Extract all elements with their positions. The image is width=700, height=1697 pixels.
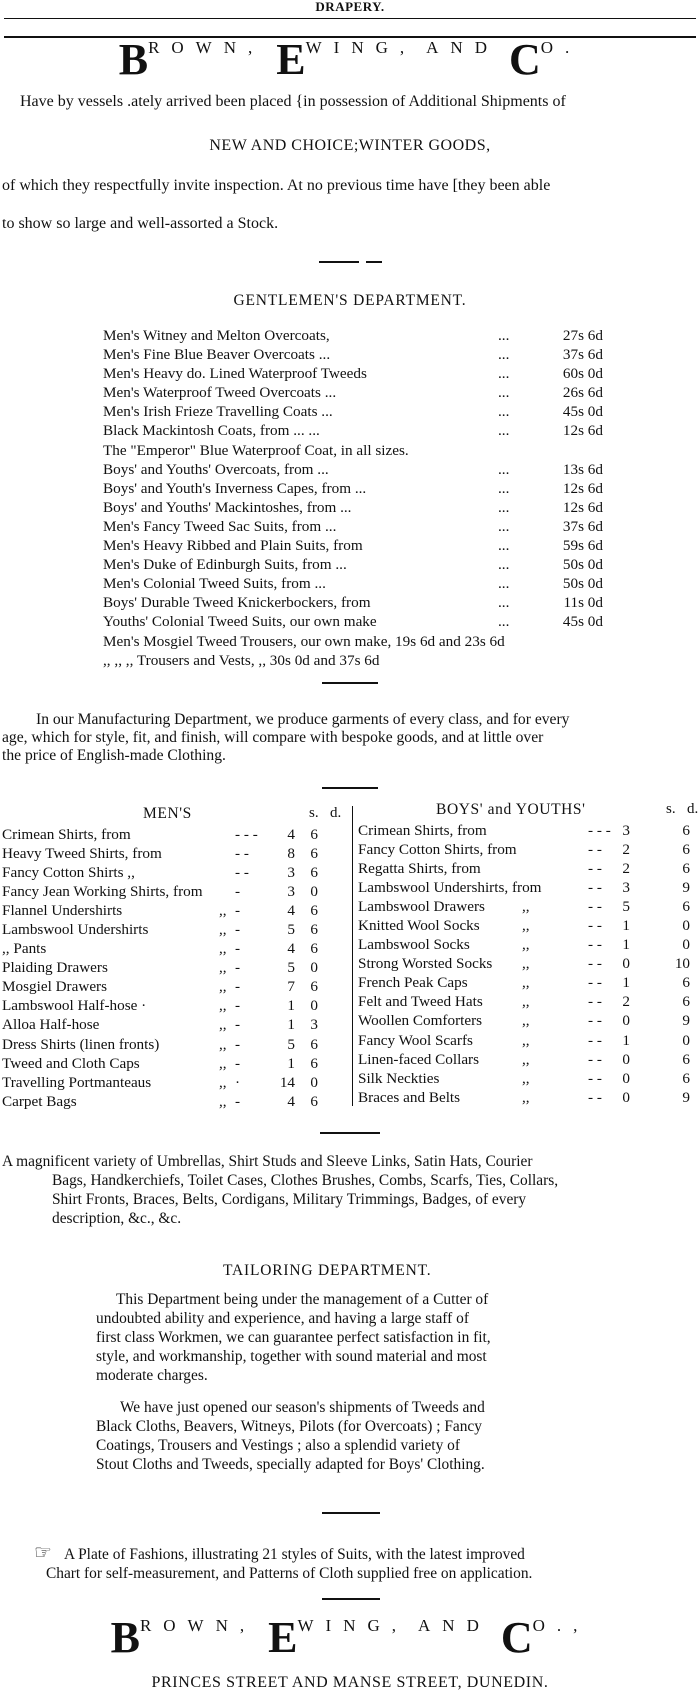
item-name: Linen-faced Collars [358, 1050, 480, 1068]
leader-dots: - - [588, 936, 602, 954]
item-name: Fancy Cotton Shirts, from [358, 841, 517, 859]
item-name: Lambswool Drawers [358, 898, 485, 916]
ditto-mark: ,, [522, 955, 530, 973]
price-pence: 6 [310, 940, 318, 958]
item-name: Tweed and Cloth Caps [2, 1054, 140, 1072]
tailoring-line: style, and workmanship, together with sound material and most [96, 1348, 487, 1365]
price-pence: 6 [682, 993, 690, 1011]
ditto-mark: ,, [219, 1092, 227, 1110]
item-name: Alloa Half-hose [2, 1016, 100, 1034]
table-row [2, 958, 347, 977]
item-name: Lambswool Undershirts [2, 921, 149, 939]
price-shillings: 1 [622, 917, 630, 935]
item-name: Boys' and Youths' Mackintoshes, from ... [103, 498, 352, 516]
price-pence: 6 [310, 864, 318, 882]
leader-dots: - [235, 978, 241, 996]
leader-dots: - - [588, 974, 602, 992]
leader-dots: - [235, 1092, 241, 1110]
table-row [358, 1088, 700, 1107]
leader-dots: - [235, 921, 241, 939]
price-shillings: 3 [287, 864, 295, 882]
price-shillings: 1 [287, 997, 295, 1015]
ditto-mark: ,, [219, 959, 227, 977]
item-name: Strong Worsted Socks [358, 955, 493, 973]
price-shillings: 0 [622, 1088, 630, 1106]
item-name: Lambswool Socks [358, 936, 470, 954]
price-shillings: 4 [287, 940, 295, 958]
item-price: 37s 6d [562, 346, 603, 364]
price-shillings: 2 [622, 860, 630, 878]
table-row [358, 935, 700, 954]
price-pence: 0 [682, 936, 690, 954]
leader-dots: ... [498, 327, 510, 344]
price-pence: 6 [310, 826, 318, 843]
price-row [103, 345, 603, 364]
leader-dots: - - [588, 898, 602, 916]
leader-dots: ... [498, 498, 510, 516]
item-name: Men's Heavy do. Lined Waterproof Tweeds [103, 365, 367, 383]
item-name: The "Emperor" Blue Waterproof Coat, in all sizes. [103, 441, 409, 459]
ditto-mark: ,, [219, 1073, 227, 1091]
table-row [358, 1011, 700, 1030]
ditto-mark: ,, [522, 1031, 530, 1049]
leader-dots: - - [588, 993, 602, 1011]
price-pence: 6 [310, 1054, 318, 1072]
table-row [2, 1073, 347, 1092]
price-pence: 6 [310, 902, 318, 920]
tailoring-line: Coatings, Trousers and Vestings ; also a splendid variety of [96, 1437, 460, 1454]
price-pence: 0 [310, 997, 318, 1015]
item-price: 50s 0d [562, 575, 603, 593]
price-pence: 10 [674, 955, 690, 973]
item-price: 45s 0d [562, 403, 603, 421]
price-shillings: 5 [287, 921, 295, 939]
price-shillings: 2 [622, 841, 630, 859]
intro-line-2: NEW AND CHOICE;WINTER GOODS, [209, 137, 491, 154]
item-price: 45s 0d [562, 613, 603, 631]
leader-dots: - [235, 1035, 241, 1053]
mens-s-head: s. [309, 805, 319, 821]
price-pence: 6 [682, 974, 690, 992]
price-row [103, 364, 603, 383]
item-name: Fancy Jean Working Shirts, from [2, 883, 203, 901]
item-name: Men's Colonial Tweed Suits, from ... [103, 575, 326, 593]
price-pence: 6 [682, 822, 690, 839]
table-row [2, 882, 347, 901]
tailoring-line: We have just opened our season's shipments of Tweeds and [120, 1399, 485, 1416]
item-name: Regatta Shirts, from [358, 860, 481, 878]
price-row [103, 460, 603, 479]
price-row [103, 383, 603, 402]
item-name: Lambswool Undershirts, from [358, 879, 542, 897]
leader-dots: ... [498, 575, 510, 593]
price-shillings: 4 [287, 902, 295, 920]
leader-dots: - [235, 1054, 241, 1072]
item-name: Men's Waterproof Tweed Overcoats ... [103, 384, 337, 402]
price-pence: 6 [310, 1092, 318, 1110]
leader-dots: - [235, 997, 241, 1015]
leader-dots: - [235, 902, 241, 920]
leader-dots: - - [588, 917, 602, 935]
leader-dots: - - [588, 841, 602, 859]
price-pence: 6 [682, 841, 690, 859]
item-price: 12s 6d [562, 422, 603, 440]
tailoring-title: TAILORING DEPARTMENT. [223, 1262, 432, 1279]
gentlemen-price-list [103, 326, 603, 670]
price-shillings: 0 [622, 1050, 630, 1068]
price-pence: 9 [682, 879, 690, 897]
variety-line-2: Bags, Handkerchiefs, Toilet Cases, Clothes Brushes, Combs, Scarfs, Ties, Collars, [52, 1172, 559, 1189]
column-divider [352, 806, 353, 1106]
item-price: 12s 6d [562, 498, 603, 516]
tailoring-line: moderate charges. [96, 1367, 208, 1384]
short-rule-1b [366, 261, 382, 263]
manufacturing-line-2: age, which for style, fit, and finish, will compare with bespoke goods, and at little over [2, 729, 544, 746]
boys-price-table [358, 821, 700, 1107]
firm-name-top: BROWN, EWING, AND CO. [118, 35, 582, 84]
rule-6 [322, 1598, 380, 1600]
price-pence: 0 [310, 959, 318, 977]
leader-dots: ... [498, 556, 510, 574]
ditto-mark: ,, [522, 1088, 530, 1106]
price-row [103, 421, 603, 440]
ditto-mark: ,, [219, 1016, 227, 1034]
item-name: Mosgiel Drawers [2, 978, 108, 996]
item-price: 60s 0d [562, 365, 603, 383]
leader-dots: - [235, 959, 241, 977]
leader-dots: - - [588, 1088, 602, 1106]
price-pence: 6 [682, 898, 690, 916]
price-shillings: 1 [622, 1031, 630, 1049]
boys-s-head: s. [666, 801, 676, 817]
table-row [2, 996, 347, 1015]
item-name: Boys' and Youth's Inverness Capes, from ... [103, 479, 367, 497]
price-shillings: 3 [622, 822, 630, 839]
ditto-mark: ,, [219, 940, 227, 958]
leader-dots: - - - [235, 826, 258, 843]
price-pence: 0 [310, 1073, 318, 1091]
mens-d-head: d. [330, 805, 342, 821]
table-row [358, 840, 700, 859]
leader-dots: ... [498, 479, 510, 497]
boys-d-head: d. [687, 801, 699, 817]
price-shillings: 2 [622, 993, 630, 1011]
price-shillings: 1 [287, 1016, 295, 1034]
price-shillings: 1 [622, 974, 630, 992]
price-shillings: 1 [287, 1054, 295, 1072]
table-row [2, 863, 347, 882]
item-price: 27s 6d [562, 327, 603, 344]
price-shillings: 3 [622, 879, 630, 897]
ditto-mark: ,, [522, 1069, 530, 1087]
price-pence: 9 [682, 1012, 690, 1030]
price-pence: 0 [682, 1031, 690, 1049]
price-row [103, 517, 603, 536]
item-name: Black Mackintosh Coats, from ... ... [103, 422, 320, 440]
variety-line-4: description, &c., &c. [52, 1210, 182, 1227]
manufacturing-line-3: the price of English-made Clothing. [2, 747, 226, 764]
rule-3 [322, 787, 378, 789]
price-pence: 6 [310, 845, 318, 863]
gentlemen-title: GENTLEMEN'S DEPARTMENT. [233, 292, 467, 309]
price-shillings: 4 [287, 1092, 295, 1110]
table-row [2, 901, 347, 920]
table-row [358, 992, 700, 1011]
leader-dots: ... [498, 613, 510, 631]
tailoring-line: Stout Cloths and Tweeds, specially adapted for Boys' Clothing. [96, 1456, 485, 1473]
table-row [358, 916, 700, 935]
price-pence: 6 [682, 1050, 690, 1068]
table-row [2, 1054, 347, 1073]
item-price: 11s 0d [563, 594, 603, 612]
variety-line-3: Shirt Fronts, Braces, Belts, Cordigans, Military Trimmings, Badges, of every [52, 1191, 527, 1208]
ditto-mark: ,, [219, 1035, 227, 1053]
price-pence: 6 [310, 921, 318, 939]
ditto-mark: ,, [522, 936, 530, 954]
section-heading: DRAPERY. [315, 0, 385, 14]
price-shillings: 4 [287, 826, 295, 843]
tailoring-line: This Department being under the management of a Cutter of [116, 1291, 489, 1308]
price-row [103, 632, 603, 651]
intro-line-1: Have by vessels .ately arrived been placed {in possession of Additional Shipments of [20, 93, 566, 110]
intro-line-3: of which they respectfully invite inspection. At no previous time have [they been able [2, 177, 551, 194]
leader-dots: ... [498, 460, 510, 478]
rule-4 [320, 1132, 380, 1134]
item-name: Men's Mosgiel Tweed Trousers, our own make, 19s 6d and 23s 6d [103, 632, 505, 650]
firm-name-bottom: BROWN, EWING, AND CO., [110, 1613, 590, 1662]
price-pence: 6 [310, 1035, 318, 1053]
item-name: Knitted Wool Socks [358, 917, 480, 935]
variety-line-1: A magnificent variety of Umbrellas, Shirt Studs and Sleeve Links, Satin Hats, Courier [2, 1153, 533, 1170]
table-row [358, 954, 700, 973]
ditto-mark: ,, [522, 917, 530, 935]
leader-dots: · [235, 1073, 241, 1091]
table-row [2, 844, 347, 863]
item-price: 59s 6d [562, 537, 603, 555]
leader-dots: - - [588, 1012, 602, 1030]
item-name: ,, Pants [2, 940, 47, 958]
ditto-mark: ,, [522, 1050, 530, 1068]
item-name: Heavy Tweed Shirts, from [2, 845, 162, 863]
price-shillings: 5 [287, 1035, 295, 1053]
item-name: Travelling Portmanteaus [2, 1073, 152, 1091]
leader-dots: ... [498, 594, 510, 612]
tailoring-line: first class Workmen, we can guarantee perfect satisfaction in fit, [96, 1329, 491, 1346]
item-name: Woollen Comforters [358, 1012, 483, 1030]
price-pence: 6 [682, 860, 690, 878]
price-shillings: 3 [287, 883, 295, 901]
price-shillings: 0 [622, 1012, 630, 1030]
ditto-mark: ,, [219, 1054, 227, 1072]
leader-dots: - - [588, 1050, 602, 1068]
item-name: Fancy Wool Scarfs [358, 1031, 473, 1049]
leader-dots: - - [235, 845, 249, 863]
price-row [103, 498, 603, 517]
item-price: 50s 0d [562, 556, 603, 574]
item-price: 26s 6d [562, 384, 603, 402]
price-pence: 6 [682, 1069, 690, 1087]
ditto-mark: ,, [219, 902, 227, 920]
table-row [358, 859, 700, 878]
leader-dots: - - [235, 864, 249, 882]
price-pence: 0 [682, 917, 690, 935]
item-price: 37s 6d [562, 517, 603, 535]
price-shillings: 0 [622, 1069, 630, 1087]
price-shillings: 5 [622, 898, 630, 916]
ditto-mark: ,, [219, 921, 227, 939]
item-name: Fancy Cotton Shirts ,, [2, 864, 135, 882]
item-name: Men's Fine Blue Beaver Overcoats ... [103, 346, 331, 364]
leader-dots: - - [588, 955, 602, 973]
rule-5 [322, 1512, 380, 1514]
item-price: 13s 6d [562, 460, 603, 478]
ditto-mark: ,, [219, 997, 227, 1015]
table-row [2, 939, 347, 958]
manufacturing-line-1: In our Manufacturing Department, we produce garments of every class, and for every [36, 711, 570, 728]
ditto-mark: ,, [522, 1012, 530, 1030]
ditto-mark: ,, [522, 974, 530, 992]
rule-2 [322, 682, 378, 684]
table-row [358, 1050, 700, 1069]
plate-line-2: Chart for self-measurement, and Patterns of Cloth supplied free on application. [46, 1565, 533, 1582]
item-name: Men's Irish Frieze Travelling Coats ... [103, 403, 333, 421]
pointing-hand-icon: ☞ [34, 1542, 52, 1564]
table-row [358, 1031, 700, 1050]
table-row [2, 825, 347, 844]
leader-dots: ... [498, 384, 510, 402]
table-row [2, 1015, 347, 1034]
price-pence: 6 [310, 978, 318, 996]
leader-dots: - - - [588, 822, 611, 839]
price-shillings: 1 [622, 936, 630, 954]
item-name: Carpet Bags [2, 1092, 77, 1110]
table-row [358, 878, 700, 897]
price-shillings: 5 [287, 959, 295, 977]
price-shillings: 0 [622, 955, 630, 973]
ditto-mark: ,, [522, 898, 530, 916]
leader-dots: - - [588, 1069, 602, 1087]
price-row [103, 479, 603, 498]
item-price: 12s 6d [562, 479, 603, 497]
item-name: Crimean Shirts, from [358, 822, 487, 839]
leader-dots: ... [498, 537, 510, 555]
leader-dots: - - [588, 879, 602, 897]
item-name: Braces and Belts [358, 1088, 461, 1106]
intro-line-4: to show so large and well-assorted a Stock. [2, 215, 279, 232]
top-rule [4, 18, 696, 19]
item-name: Youths' Colonial Tweed Suits, our own make [103, 613, 377, 631]
price-row [103, 593, 603, 612]
table-row [358, 973, 700, 992]
item-name: Silk Neckties [358, 1069, 440, 1087]
table-row [2, 1092, 347, 1111]
price-pence: 9 [682, 1088, 690, 1106]
item-name: Dress Shirts (linen fronts) [2, 1035, 160, 1053]
leader-dots: - [235, 1016, 241, 1034]
price-row [103, 612, 603, 631]
price-row [103, 536, 603, 555]
table-row [2, 1035, 347, 1054]
item-name: ,, ,, ,, Trousers and Vests, ,, 30s 0d and 37s 6d [103, 651, 380, 669]
table-row [358, 897, 700, 916]
ditto-mark: ,, [219, 978, 227, 996]
leader-dots: ... [498, 422, 510, 440]
leader-dots: - [235, 883, 241, 901]
price-row [103, 555, 603, 574]
leader-dots: - - [588, 860, 602, 878]
price-row [103, 326, 603, 345]
item-name: Crimean Shirts, from [2, 826, 131, 843]
item-name: Men's Duke of Edinburgh Suits, from ... [103, 556, 347, 574]
item-name: French Peak Caps [358, 974, 468, 992]
item-name: Lambswool Half-hose · [2, 997, 147, 1015]
item-name: Flannel Undershirts [2, 902, 123, 920]
leader-dots: - - [588, 1031, 602, 1049]
price-pence: 3 [310, 1016, 318, 1034]
item-name: Men's Heavy Ribbed and Plain Suits, from [103, 537, 363, 555]
plate-line-1: A Plate of Fashions, illustrating 21 styles of Suits, with the latest improved [64, 1546, 525, 1563]
leader-dots: ... [498, 365, 510, 383]
price-row [103, 651, 603, 670]
mens-title: MEN'S [143, 805, 192, 822]
item-name: Boys' and Youths' Overcoats, from ... [103, 460, 329, 478]
mens-price-table [2, 825, 347, 1111]
price-row [103, 402, 603, 421]
table-row [358, 821, 700, 840]
short-rule-1 [319, 261, 359, 263]
price-row [103, 441, 603, 460]
price-shillings: 8 [287, 845, 295, 863]
leader-dots: ... [498, 403, 510, 421]
table-row [2, 920, 347, 939]
leader-dots: ... [498, 346, 510, 364]
table-row [358, 1069, 700, 1088]
tailoring-line: undoubted ability and experience, and having a large staff of [96, 1310, 469, 1327]
price-shillings: 7 [287, 978, 295, 996]
leader-dots: - [235, 940, 241, 958]
item-name: Boys' Durable Tweed Knickerbockers, from [103, 594, 371, 612]
price-row [103, 574, 603, 593]
table-row [2, 977, 347, 996]
boys-title: BOYS' and YOUTHS' [436, 801, 586, 818]
price-shillings: 14 [279, 1073, 295, 1091]
item-name: Felt and Tweed Hats [358, 993, 483, 1011]
tailoring-line: Black Cloths, Beavers, Witneys, Pilots (for Overcoats) ; Fancy [96, 1418, 482, 1435]
item-name: Men's Fancy Tweed Sac Suits, from ... [103, 517, 337, 535]
leader-dots: ... [498, 517, 510, 535]
ditto-mark: ,, [522, 993, 530, 1011]
footer-address: PRINCES STREET AND MANSE STREET, DUNEDIN. [151, 1674, 549, 1691]
item-name: Men's Witney and Melton Overcoats, [103, 327, 330, 344]
price-pence: 0 [310, 883, 318, 901]
item-name: Plaiding Drawers [2, 959, 108, 977]
